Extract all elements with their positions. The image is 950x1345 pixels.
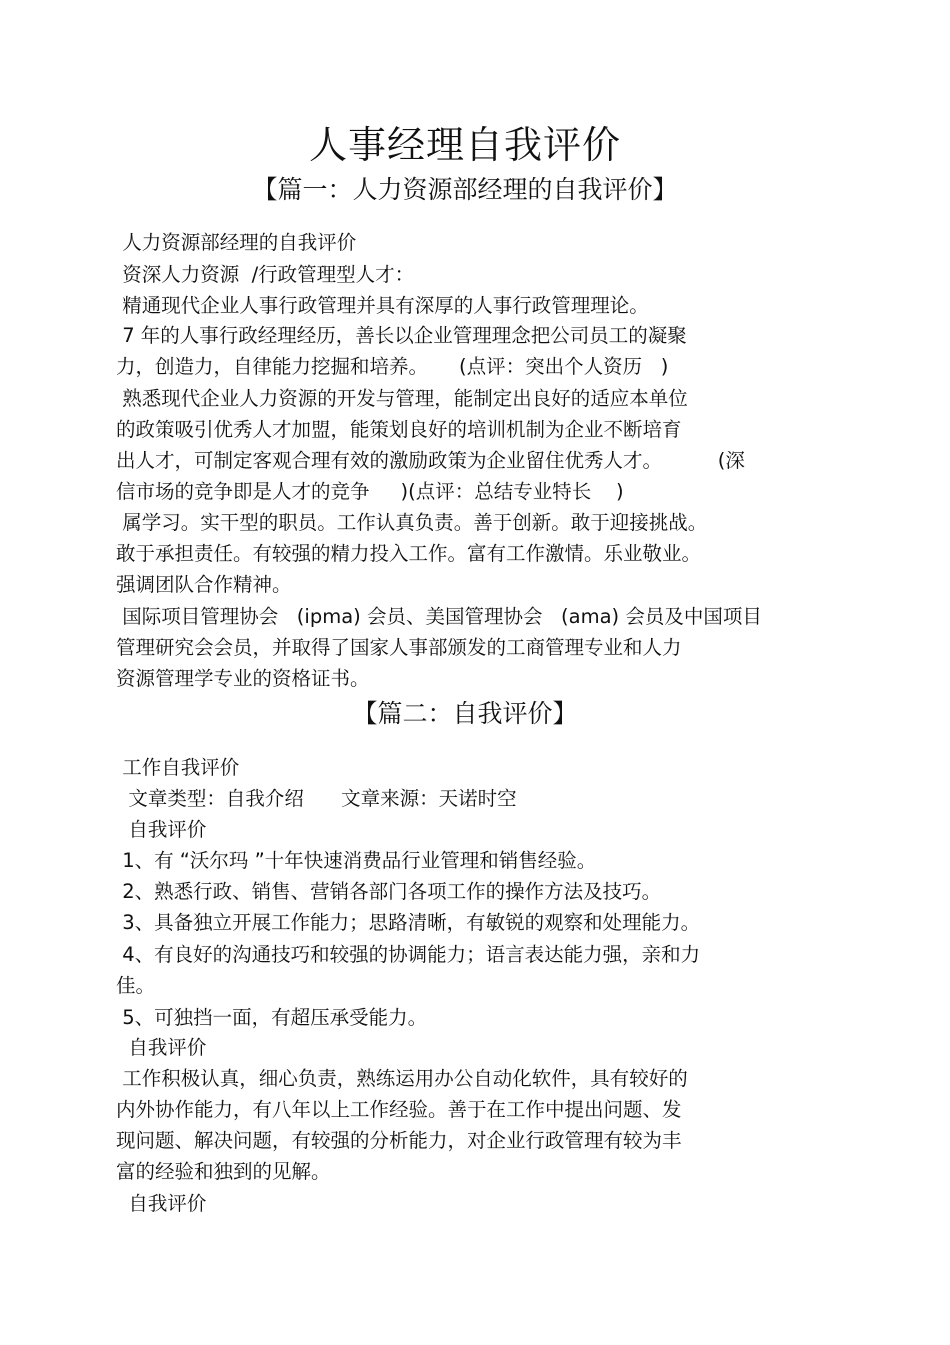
section-2-heading: 【篇二：自我评价】: [352, 699, 578, 728]
section-2-line: 内外协作能力，有八年以上工作经验。善于在工作中提出问题、发: [116, 1098, 682, 1121]
section-2-line: 富的经验和独到的见解。: [116, 1160, 331, 1183]
section-1-line: 的政策吸引优秀人才加盟，能策划良好的培训机制为企业不断培育: [116, 418, 682, 441]
section-2-line: 文章类型：自我介绍 文章来源：天诺时空: [116, 787, 517, 810]
section-1-line: 管理研究会会员，并取得了国家人事部颁发的工商管理专业和人力: [116, 636, 682, 659]
section-2-line: 佳。: [116, 974, 156, 997]
section-2-line: 自我评价: [116, 1036, 207, 1059]
section-2-line: 3、具备独立开展工作能力；思路清晰，有敏锐的观察和处理能力。: [116, 911, 701, 934]
section-1-line: 强调团队合作精神。: [116, 573, 292, 596]
section-1-line: 属学习。实干型的职员。工作认真负责。善于创新。敢于迎接挑战。: [116, 511, 708, 534]
section-2-line: 1、有 “沃尔玛 ”十年快速消费品行业管理和销售经验。: [116, 849, 597, 872]
section-2-line: 4、有良好的沟通技巧和较强的协调能力；语言表达能力强，亲和力: [116, 943, 701, 966]
section-1-line: 力，创造力，自律能力挖掘和培养。 (点评：突出个人资历 ): [116, 355, 669, 378]
section-1-line: 资深人力资源 /行政管理型人才：: [116, 263, 415, 286]
section-1-line: 熟悉现代企业人力资源的开发与管理，能制定出良好的适应本单位: [116, 387, 688, 410]
document-title: 人事经理自我评价: [308, 123, 621, 167]
section-1-line: 精通现代企业人事行政管理并具有深厚的人事行政管理理论。: [116, 294, 649, 317]
section-1-line: 信市场的竞争即是人才的竞争 )(点评：总结专业特长 ): [116, 480, 624, 503]
section-1-line: 国际项目管理协会 (ipma) 会员、美国管理协会 (ama) 会员及中国项目: [116, 605, 762, 628]
section-2-line: 5、可独挡一面，有超压承受能力。: [116, 1006, 428, 1029]
section-1-heading: 【篇一：人力资源部经理的自我评价】: [252, 175, 678, 204]
section-1-line: 人力资源部经理的自我评价: [116, 231, 357, 254]
section-2-line: 工作自我评价: [116, 756, 240, 779]
section-2-line: 自我评价: [116, 1192, 207, 1215]
section-2-line: 2、熟悉行政、销售、营销各部门各项工作的操作方法及技巧。: [116, 880, 662, 903]
section-2-line: 自我评价: [116, 818, 207, 841]
section-2-line: 工作积极认真，细心负责，熟练运用办公自动化软件，具有较好的: [116, 1067, 688, 1090]
section-1-line: 出人才，可制定客观合理有效的激励政策为企业留住优秀人才。 (深: [116, 449, 745, 472]
section-2-line: 现问题、解决问题，有较强的分析能力，对企业行政管理有较为丰: [116, 1129, 682, 1152]
section-1-line: 敢于承担责任。有较强的精力投入工作。富有工作激情。乐业敬业。: [116, 542, 702, 565]
section-1-line: 资源管理学专业的资格证书。: [116, 667, 370, 690]
section-1-line: 7 年的人事行政经理经历，善长以企业管理理念把公司员工的凝聚: [116, 324, 687, 347]
